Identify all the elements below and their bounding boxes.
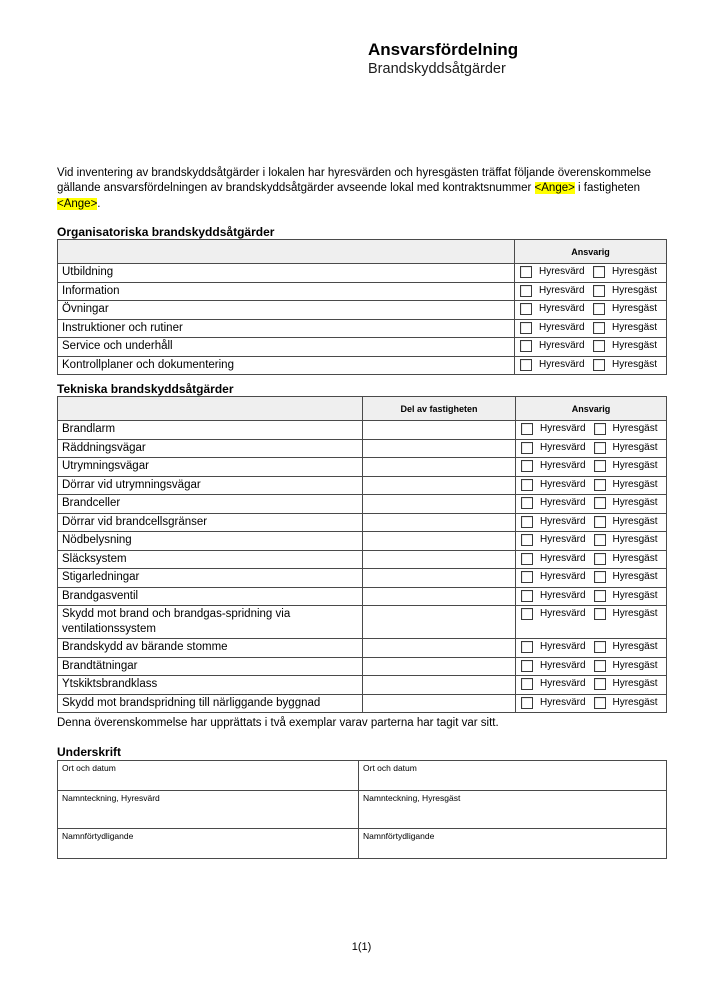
del-av-fastigheten-cell[interactable] (363, 587, 516, 606)
checkbox-label: Hyresvärd (540, 497, 586, 508)
del-av-fastigheten-cell[interactable] (363, 606, 516, 639)
del-av-fastigheten-cell[interactable] (363, 550, 516, 569)
document-title: Ansvarsfördelning (368, 40, 519, 59)
intro-text: Vid inventering av brandskyddsåtgärder i lokalen har hyresvärden och hyresgästen träffat följande överenskommelse gällande ansvarsfördelningen av brandskyddsåtgärder avseende lokal med kontraktsnummer (57, 167, 652, 195)
del-av-fastigheten-cell[interactable] (363, 694, 516, 713)
hyresvard-checkbox[interactable] (521, 678, 533, 690)
hyresvard-checkbox[interactable] (521, 590, 533, 602)
hyresvard-checkbox[interactable] (520, 285, 532, 297)
checkbox-label: Hyresvärd (540, 534, 586, 545)
signature-cell[interactable] (58, 761, 359, 791)
del-av-fastigheten-cell[interactable] (363, 458, 516, 477)
hyresgast-checkbox[interactable] (594, 442, 606, 454)
hyresgast-checkbox[interactable] (594, 641, 606, 653)
signature-cell-label: Namnförtydligande (62, 831, 134, 841)
hyresvard-checkbox[interactable] (521, 423, 533, 435)
ansvarig-cell (516, 439, 667, 458)
signature-cell-label: Ort och datum (363, 763, 417, 773)
row-label: Service och underhåll (58, 338, 515, 357)
row-label: Räddningsvägar (58, 439, 363, 458)
del-av-fastigheten-header: Del av fastigheten (363, 397, 516, 421)
checkbox-label: Hyresgäst (612, 497, 658, 508)
org-section-heading: Organisatoriska brandskyddsåtgärder (57, 225, 275, 239)
intro-text: i fastigheten (574, 182, 641, 195)
hyresgast-checkbox[interactable] (594, 497, 606, 509)
del-av-fastigheten-cell[interactable] (363, 476, 516, 495)
table-row (58, 606, 667, 639)
ansvarig-cell (516, 639, 667, 658)
signature-cell[interactable] (359, 791, 667, 829)
table-row (58, 319, 667, 338)
checkbox-label: Hyresvärd (539, 303, 585, 314)
row-label: Skydd mot brandspridning till närliggande byggnad (58, 694, 363, 713)
placeholder-highlight: <Ange> (534, 182, 575, 195)
checkbox-label: Hyresvärd (539, 284, 585, 296)
hyresvard-checkbox[interactable] (521, 442, 533, 454)
row-label: Information (58, 282, 515, 301)
ansvarig-cell (516, 676, 667, 695)
row-label: Ytskiktsbrandklass (58, 676, 363, 695)
checkbox-label: Hyresvärd (540, 659, 586, 671)
intro-paragraph (57, 166, 670, 212)
hyresgast-checkbox[interactable] (594, 697, 606, 709)
del-av-fastigheten-cell[interactable] (363, 513, 516, 532)
table-row (58, 639, 667, 658)
hyresvard-checkbox[interactable] (520, 303, 532, 315)
hyresgast-checkbox[interactable] (594, 608, 606, 620)
ansvarig-cell (515, 301, 667, 320)
checkbox-label: Hyresgäst (612, 608, 658, 619)
del-av-fastigheten-cell[interactable] (363, 421, 516, 440)
signature-row (58, 761, 667, 791)
checkbox-label: Hyresgäst (612, 515, 658, 527)
hyresvard-checkbox[interactable] (520, 266, 532, 278)
checkbox-label: Hyresgäst (612, 552, 658, 564)
signature-cell-label: Namnteckning, Hyresgäst (363, 793, 461, 803)
table-header-row (58, 240, 667, 264)
row-label: Utbildning (58, 264, 515, 283)
hyresvard-checkbox[interactable] (520, 340, 532, 352)
signature-cell-label: Namnförtydligande (363, 831, 435, 841)
checkbox-label: Hyresgäst (612, 321, 658, 333)
hyresvard-checkbox[interactable] (521, 497, 533, 509)
ansvarig-cell (516, 569, 667, 588)
tech-section-heading: Tekniska brandskyddsåtgärder (57, 382, 234, 396)
checkbox-label: Hyresvärd (540, 423, 586, 434)
checkbox-label: Hyresvärd (540, 608, 586, 619)
row-label: Utrymningsvägar (58, 458, 363, 477)
checkbox-label: Hyresgäst (612, 696, 658, 708)
ansvarig-cell (516, 550, 667, 569)
table-row (58, 458, 667, 477)
checkbox-label: Hyresvärd (540, 589, 586, 601)
table-row (58, 532, 667, 551)
ansvarig-cell (515, 319, 667, 338)
hyresvard-checkbox[interactable] (521, 608, 533, 620)
hyresvard-checkbox[interactable] (521, 534, 533, 546)
hyresvard-checkbox[interactable] (521, 641, 533, 653)
del-av-fastigheten-cell[interactable] (363, 569, 516, 588)
checkbox-label: Hyresvärd (539, 358, 585, 370)
row-label: Instruktioner och rutiner (58, 319, 515, 338)
table-row (58, 282, 667, 301)
checkbox-label: Hyresvärd (540, 571, 586, 582)
checkbox-label: Hyresgäst (612, 441, 658, 453)
signature-cell-label: Namnteckning, Hyresvärd (62, 793, 160, 803)
hyresgast-checkbox[interactable] (593, 285, 605, 297)
table-header-row (58, 397, 667, 421)
checkbox-label: Hyresvärd (540, 460, 586, 471)
hyresvard-checkbox[interactable] (521, 697, 533, 709)
ansvarig-cell (515, 282, 667, 301)
hyresgast-checkbox[interactable] (594, 534, 606, 546)
checkbox-label: Hyresgäst (612, 284, 658, 296)
table-row (58, 439, 667, 458)
ansvarig-header: Ansvarig (516, 397, 667, 421)
hyresvard-checkbox[interactable] (521, 516, 533, 528)
table-row (58, 338, 667, 357)
table-row (58, 356, 667, 375)
hyresgast-checkbox[interactable] (594, 516, 606, 528)
tech-item-header (58, 397, 363, 421)
hyresgast-checkbox[interactable] (593, 340, 605, 352)
checkbox-label: Hyresgäst (612, 423, 658, 434)
row-label: Släcksystem (58, 550, 363, 569)
row-label: Dörrar vid utrymningsvägar (58, 476, 363, 495)
table-row (58, 476, 667, 495)
table-row (58, 657, 667, 676)
title-block (368, 40, 518, 78)
del-av-fastigheten-cell[interactable] (363, 495, 516, 514)
hyresvard-checkbox[interactable] (520, 359, 532, 371)
checkbox-label: Hyresgäst (612, 266, 658, 277)
row-label: Stigarledningar (58, 569, 363, 588)
signature-section-heading: Underskrift (57, 745, 122, 759)
ansvarig-cell (516, 587, 667, 606)
hyresgast-checkbox[interactable] (594, 660, 606, 672)
checkbox-label: Hyresvärd (540, 441, 586, 453)
hyresgast-checkbox[interactable] (594, 423, 606, 435)
row-label: Brandgasventil (58, 587, 363, 606)
signature-cell[interactable] (58, 829, 359, 859)
row-label: Kontrollplaner och dokumentering (58, 356, 515, 375)
hyresgast-checkbox[interactable] (593, 266, 605, 278)
hyresgast-checkbox[interactable] (593, 322, 605, 334)
signature-row (58, 791, 667, 829)
checkbox-label: Hyresgäst (612, 340, 658, 351)
ansvarig-cell (516, 421, 667, 440)
checkbox-label: Hyresvärd (539, 266, 585, 277)
row-label: Övningar (58, 301, 515, 320)
del-av-fastigheten-cell[interactable] (363, 657, 516, 676)
signature-cell[interactable] (359, 761, 667, 791)
checkbox-label: Hyresvärd (540, 552, 586, 564)
checkbox-label: Hyresgäst (612, 641, 658, 652)
checkbox-label: Hyresgäst (612, 571, 658, 582)
del-av-fastigheten-cell[interactable] (363, 439, 516, 458)
checkbox-label: Hyresgäst (612, 659, 658, 671)
ansvarig-cell (515, 338, 667, 357)
ansvarig-cell (516, 657, 667, 676)
hyresvard-checkbox[interactable] (521, 571, 533, 583)
ansvarig-cell (516, 513, 667, 532)
hyresgast-checkbox[interactable] (594, 553, 606, 565)
checkbox-label: Hyresgäst (612, 358, 658, 370)
page-number: 1(1) (351, 941, 372, 953)
hyresvard-checkbox[interactable] (521, 553, 533, 565)
table-row (58, 694, 667, 713)
ansvarig-cell (516, 694, 667, 713)
signature-cell-label: Ort och datum (62, 763, 116, 773)
signature-cell[interactable] (58, 791, 359, 829)
del-av-fastigheten-cell[interactable] (363, 532, 516, 551)
signature-table (57, 760, 667, 859)
ansvarig-cell (515, 264, 667, 283)
ansvarig-cell (516, 458, 667, 477)
hyresgast-checkbox[interactable] (594, 479, 606, 491)
table-row (58, 550, 667, 569)
row-label: Nödbelysning (58, 532, 363, 551)
hyresgast-checkbox[interactable] (594, 571, 606, 583)
checkbox-label: Hyresgäst (612, 478, 658, 490)
document-subtitle: Brandskyddsåtgärder (368, 61, 506, 77)
checkbox-label: Hyresvärd (539, 321, 585, 333)
checkbox-label: Hyresgäst (612, 303, 658, 314)
placeholder-highlight: <Ange> (57, 197, 98, 210)
checkbox-label: Hyresvärd (539, 340, 585, 351)
table-row (58, 587, 667, 606)
checkbox-label: Hyresvärd (540, 696, 586, 708)
ansvarig-cell (516, 532, 667, 551)
table-row (58, 421, 667, 440)
row-label: Brandlarm (58, 421, 363, 440)
hyresvard-checkbox[interactable] (521, 660, 533, 672)
table-row (58, 264, 667, 283)
signature-row (58, 829, 667, 859)
table-row (58, 301, 667, 320)
row-label: Dörrar vid brandcellsgränser (58, 513, 363, 532)
hyresgast-checkbox[interactable] (593, 303, 605, 315)
ansvarig-cell (516, 476, 667, 495)
org-table (57, 239, 667, 375)
org-item-header (58, 240, 515, 264)
checkbox-label: Hyresgäst (612, 460, 658, 471)
table-row (58, 569, 667, 588)
hyresgast-checkbox[interactable] (594, 590, 606, 602)
checkbox-label: Hyresvärd (540, 641, 586, 652)
hyresvard-checkbox[interactable] (521, 460, 533, 472)
tech-table (57, 396, 667, 713)
del-av-fastigheten-cell[interactable] (363, 639, 516, 658)
ansvarig-cell (516, 495, 667, 514)
ansvarig-cell (516, 606, 667, 639)
hyresvard-checkbox[interactable] (521, 479, 533, 491)
table-row (58, 495, 667, 514)
checkbox-label: Hyresvärd (540, 478, 586, 490)
checkbox-label: Hyresgäst (612, 534, 658, 545)
table-row (58, 676, 667, 695)
hyresgast-checkbox[interactable] (594, 460, 606, 472)
ansvarig-header: Ansvarig (515, 240, 667, 264)
checkbox-label: Hyresgäst (612, 589, 658, 601)
hyresgast-checkbox[interactable] (594, 678, 606, 690)
hyresvard-checkbox[interactable] (520, 322, 532, 334)
del-av-fastigheten-cell[interactable] (363, 676, 516, 695)
table-row (58, 513, 667, 532)
row-label: Brandskydd av bärande stomme (58, 639, 363, 658)
checkbox-label: Hyresvärd (540, 515, 586, 527)
row-label: Brandtätningar (58, 657, 363, 676)
row-label: Skydd mot brand och brandgas-spridning via ventilationssystem (58, 606, 363, 639)
checkbox-label: Hyresgäst (612, 678, 658, 689)
closing-paragraph: Denna överenskommelse har upprättats i två exemplar varav parterna har tagit var sitt. (57, 717, 499, 729)
intro-text: . (97, 197, 101, 210)
hyresgast-checkbox[interactable] (593, 359, 605, 371)
row-label: Brandceller (58, 495, 363, 514)
signature-cell[interactable] (359, 829, 667, 859)
ansvarig-cell (515, 356, 667, 375)
checkbox-label: Hyresvärd (540, 678, 586, 689)
